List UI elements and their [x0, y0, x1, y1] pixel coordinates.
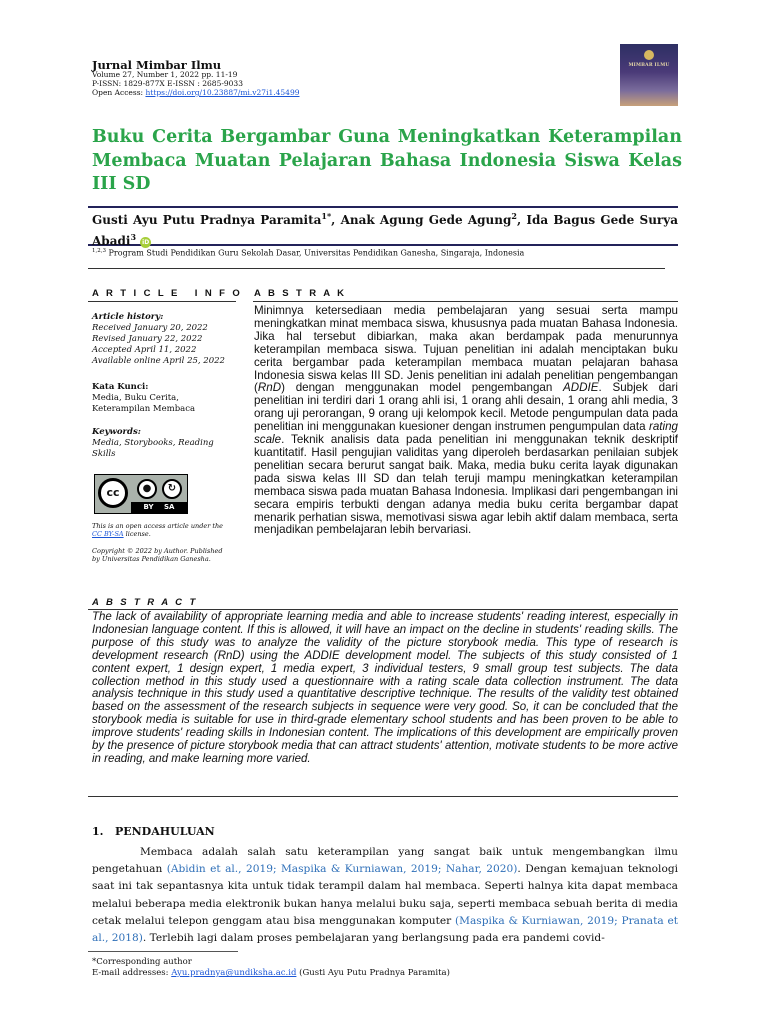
email-note	[92, 968, 450, 978]
kata-kunci-line: Keterampilan Membaca	[92, 404, 196, 414]
license-note-text: This is an open access article under the	[92, 522, 224, 530]
affiliation-text: Program Studi Pendidikan Guru Sekolah Dasar, Universitas Pendidikan Ganesha, Singaraja, Indonesia	[106, 248, 525, 258]
abstrak-term: ADDIE	[563, 381, 599, 395]
author-name: Gusti Ayu Putu Pradnya Paramita	[92, 213, 322, 227]
abstrak-part: ) dengan menggunakan model pengembangan	[281, 381, 564, 395]
email-label: E-mail addresses:	[92, 968, 172, 978]
history-label: Article history:	[92, 312, 164, 322]
affiliation-sup: 1,2,3	[92, 248, 106, 254]
kata-kunci	[92, 382, 237, 415]
revised-date: Revised January 22, 2022	[92, 334, 203, 344]
cc-icon: cc	[98, 478, 128, 508]
journal-emblem-icon	[644, 50, 654, 60]
abstrak-part: . Teknik analisis data pada penelitian ini menggunakan teknik deskriptif kuantitatif. Hasil pengujian validitas yang diperoleh berdasarkan penilaian subjek penelitian secara berurut sangat baik. Maka, media buku cerita layak digunakan pada siswa kelas III SD dan telah teruji mampu meningkatkan keterampilan membaca siswa pada muatan Bahasa Indonesia. Implikasi dari pengembangan ini secara empiris terbukti dengan adanya media buku cerita bergambar dapat menarik perhatian siswa, memotivasi siswa agar lebih aktif dalam membaca, serta menjadikan pembelajaran lebih bervariasi.	[254, 433, 678, 537]
author-sup: 2	[511, 211, 517, 221]
open-access-label: Open Access:	[92, 88, 146, 97]
abstrak-term: RnD	[257, 381, 282, 395]
cover-title: MIMBAR ILMU	[628, 63, 670, 68]
abstract-heading: A B S T R A C T	[92, 597, 198, 608]
author-sup: 3	[130, 232, 137, 242]
license-link[interactable]: CC BY-SA	[92, 530, 124, 538]
email-owner: (Gusti Ayu Putu Pradnya Paramita)	[296, 968, 450, 978]
article-info-heading: A R T I C L E I N F O	[92, 288, 243, 299]
keywords	[92, 427, 237, 460]
abstrak-term: rating scale	[254, 420, 678, 447]
kata-kunci-label: Kata Kunci:	[92, 382, 149, 392]
citation-link[interactable]: (Maspika & Kurniawan, 2019; Pranata et al., 2018)	[92, 914, 678, 945]
accepted-date: Accepted April 11, 2022	[92, 345, 197, 355]
kata-kunci-line: Media, Buku Cerita,	[92, 393, 179, 403]
abstrak-text	[254, 305, 678, 537]
divider	[88, 268, 665, 269]
section-heading: 1. PENDAHULUAN	[92, 825, 215, 838]
author-list	[92, 208, 678, 250]
citation-link[interactable]: (Abidin et al., 2019; Maspika & Kurniawan, 2019; Nahar, 2020)	[166, 863, 518, 876]
license-sa: SA	[164, 503, 175, 511]
author-name: , Anak Agung Gede Agung	[331, 213, 512, 227]
author-sup: 1*	[321, 211, 332, 221]
abstract-text: The lack of availability of appropriate learning media and able to increase students' reading interest, especially in Indonesian language content. If this is allowed, it will have an impact on the decline in students' reading skills. The purpose of this study was to analyze the validity of the picture storybook media. This type of research is development research (RnD) using the ADDIE development model. The subjects of this study consisted of 1 content expert, 1 design expert, 1 media expert, 3 individual testers, 9 small group test subjects. The data collection method in this study used a questionnaire with a rating scale data collection instrument. The data analysis technique in this study used a quantitative descriptive technique. The results of the validity test obtained based on the assessment of the research subjects in sequence were very good. So, it can be concluded that the storybook media is suitable for use in third-grade elementary school students and has been proven to be able to improve students' reading skills in Indonesian content. The implications of this development are empirically proven by the presence of picture storybook media that can attract students' attention, motivate students to be more active in reading, and make learning more varied.	[92, 611, 678, 765]
cc-by-sa-badge[interactable]	[94, 474, 188, 514]
orcid-icon[interactable]: iD	[142, 239, 150, 246]
person-icon: ●	[137, 479, 157, 499]
received-date: Received January 20, 2022	[92, 323, 208, 333]
body-part: . Terlebih lagi dalam proses pembelajaran yang berlangsung pada era pandemi covid-	[142, 932, 605, 945]
journal-volume: Volume 27, Number 1, 2022 pp. 11-19	[92, 70, 238, 79]
keywords-line: Media, Storybooks, Reading	[92, 438, 214, 448]
email-link[interactable]: Ayu.pradnya@undiksha.ac.id	[171, 968, 297, 978]
body-paragraph	[92, 844, 678, 947]
license-by: BY	[143, 503, 154, 511]
article-history	[92, 312, 237, 367]
body-part: Membaca adalah salah satu keterampilan yang sangat baik untuk mengembangkan ilmu pengetahuan	[92, 846, 678, 876]
keywords-label: Keywords:	[92, 427, 141, 437]
journal-issn: P-ISSN: 1829-877X E-ISSN : 2685-9033	[92, 79, 243, 88]
corresponding-note: *Corresponding author	[92, 957, 192, 967]
divider	[88, 796, 678, 797]
abstrak-part: Minimnya ketersediaan media pembelajaran yang sesuai serta mampu meningkatkan minat membaca siswa, khususnya pada muatan Bahasa Indonesia. Jika hal tersebut dibiarkan, maka akan berdampak pada menurunnya keterampilan membaca siswa. Tujuan penelitian ini adalah menciptakan buku cerita bergambar pada keterampilan membaca muatan pelajaran bahasa Indonesia siswa kelas III SD. Jenis penelitian ini adalah penelitian pengembangan (	[254, 304, 678, 395]
abstrak-heading: A B S T R A K	[254, 288, 347, 299]
license-note	[92, 522, 232, 538]
license-note-text: license.	[123, 530, 151, 538]
open-access-line	[92, 88, 300, 97]
share-alike-icon: ↻	[162, 479, 182, 499]
paper-title: Buku Cerita Bergambar Guna Meningkatkan Keterampilan Membaca Muatan Pelajaran Bahasa Indonesia Siswa Kelas III SD	[92, 127, 682, 194]
affiliation	[92, 248, 524, 258]
doi-link[interactable]: https://doi.org/10.23887/mi.v27i1.45499	[145, 88, 300, 97]
copyright-note: Copyright © 2022 by Author. Published by Universitas Pendidikan Ganesha.	[92, 547, 223, 563]
journal-name: Jurnal Mimbar Ilmu	[92, 58, 222, 72]
author-name: , Ida Bagus Gede Surya Abadi	[92, 213, 678, 248]
body-part: . Dengan kemajuan teknologi saat ini tak sepantasnya kita untuk tidak terampil dalam hal membaca. Seperti halnya kita dapat membaca melalui beberapa media elektronik bukan hanya melalui buku saja, seperti membaca sebuah berita di media cetak melalui telepon genggam atau bisa menggunakan komputer	[92, 863, 678, 927]
license-strip	[131, 502, 187, 513]
divider	[88, 609, 678, 610]
divider	[88, 301, 236, 302]
abstrak-part: . Subjek dari penelitian ini terdiri dari 1 orang ahli isi, 1 orang ahli desain, 1 orang ahli media, 3 orang uji perorangan, 9 orang uji kelompok kecil. Metode pengumpulan data pada penelitian ini menggunakan kuesioner dengan instrumen pengumpulan data	[254, 381, 678, 434]
divider	[253, 301, 678, 302]
journal-cover-image	[620, 44, 678, 106]
online-date: Available online April 25, 2022	[92, 356, 225, 366]
keywords-line: Skills	[92, 449, 116, 459]
footnote-divider	[88, 951, 238, 952]
